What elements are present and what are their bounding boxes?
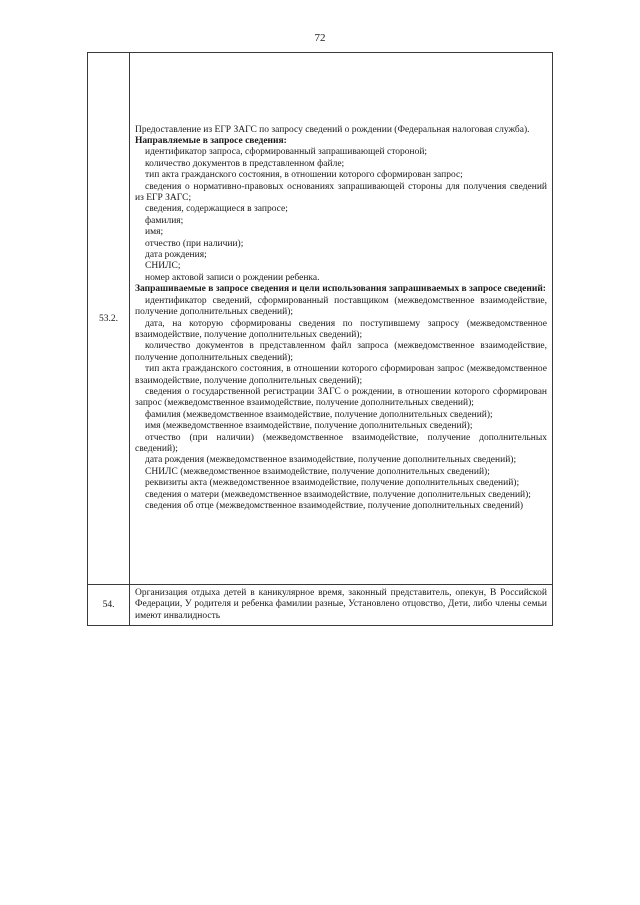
- content-paragraph: номер актовой записи о рождении ребенка.: [145, 272, 320, 283]
- content-paragraph: Предоставление из ЕГР ЗАГС по запросу сведений о рождении (Федеральная налоговая служба).: [135, 124, 530, 135]
- section-heading: Запрашиваемые в запросе сведения и цели использования запрашиваемых в запросе сведений:: [135, 284, 546, 295]
- content-paragraph: дата, на которую сформированы сведения по поступившему запросу (межведомственное взаимодействие, получение дополнительных сведений);: [135, 318, 547, 340]
- content-paragraph: сведения об отце (межведомственное взаимодействие, получение дополнительных сведений): [145, 501, 524, 511]
- content-paragraph: сведения о матери (межведомственное взаимодействие, получение дополнительных сведений);: [145, 489, 531, 500]
- content-paragraph: идентификатор запроса, сформированный запрашивающей стороной;: [145, 147, 428, 158]
- content-paragraph: количество документов в представленном файле;: [145, 158, 345, 169]
- page-number: 72: [314, 32, 326, 44]
- content-paragraph: дата рождения (межведомственное взаимодействие, получение дополнительных сведений);: [145, 455, 517, 466]
- content-paragraph: фамилия;: [145, 215, 184, 226]
- section-heading: Направляемые в запросе сведения:: [135, 136, 287, 146]
- content-paragraph: фамилия (межведомственное взаимодействие, получение дополнительных сведений);: [145, 409, 493, 420]
- content-paragraph: сведения о нормативно-правовых основаниях запрашивающей стороны для получения сведений из ЕГР ЗАГС;: [135, 181, 547, 204]
- content-paragraph: имя;: [145, 227, 164, 238]
- row-number: 53.2.: [88, 53, 130, 585]
- services-table-body: [88, 53, 553, 626]
- content-paragraph: Организация отдыха детей в каникулярное время, законный представитель, опекун, В Российской Федерации, У родителя и ребенка фамилии разные, Установлено отцовство, Дети, либо члены семьи имеют инвалидность: [135, 587, 547, 621]
- content-paragraph: СНИЛС (межведомственное взаимодействие, получение дополнительных сведений);: [145, 466, 490, 477]
- content-paragraph: сведения о государственной регистрации ЗАГС о рождении, в отношении которого сформирован запрос (межведомственное взаимодействие, получение дополнительных сведений);: [135, 386, 547, 409]
- content-paragraph: имя (межведомственное взаимодействие, получение дополнительных сведений);: [145, 421, 473, 432]
- table-row: [88, 53, 553, 585]
- content-paragraph: СНИЛС;: [145, 261, 181, 272]
- content-paragraph: реквизиты акта (межведомственное взаимодействие, получение дополнительных сведений);: [145, 478, 520, 489]
- content-paragraph: отчество (при наличии);: [145, 238, 244, 249]
- table-row: [88, 585, 553, 626]
- row-content: [130, 53, 553, 585]
- content-paragraph: дата рождения;: [145, 250, 207, 261]
- content-paragraph: тип акта гражданского состояния, в отношении которого сформирован запрос;: [145, 170, 463, 181]
- content-paragraph: идентификатор сведений, сформированный поставщиком (межведомственное взаимодействие, получение дополнительных сведений);: [135, 295, 547, 318]
- services-table: [87, 52, 553, 626]
- row-number: 54.: [88, 585, 130, 626]
- content-paragraph: сведения, содержащиеся в запросе;: [145, 204, 288, 215]
- content-paragraph: отчество (при наличии) (межведомственное взаимодействие, получение дополнительных сведений);: [135, 432, 547, 454]
- content-paragraph: количество документов в представленном файл запроса (межведомственное взаимодействие, получение дополнительных сведений);: [135, 341, 547, 363]
- content-paragraph: тип акта гражданского состояния, в отношении которого сформирован запрос (межведомственное взаимодействие, получение дополнительных сведений);: [135, 364, 547, 386]
- row-content: [130, 585, 553, 626]
